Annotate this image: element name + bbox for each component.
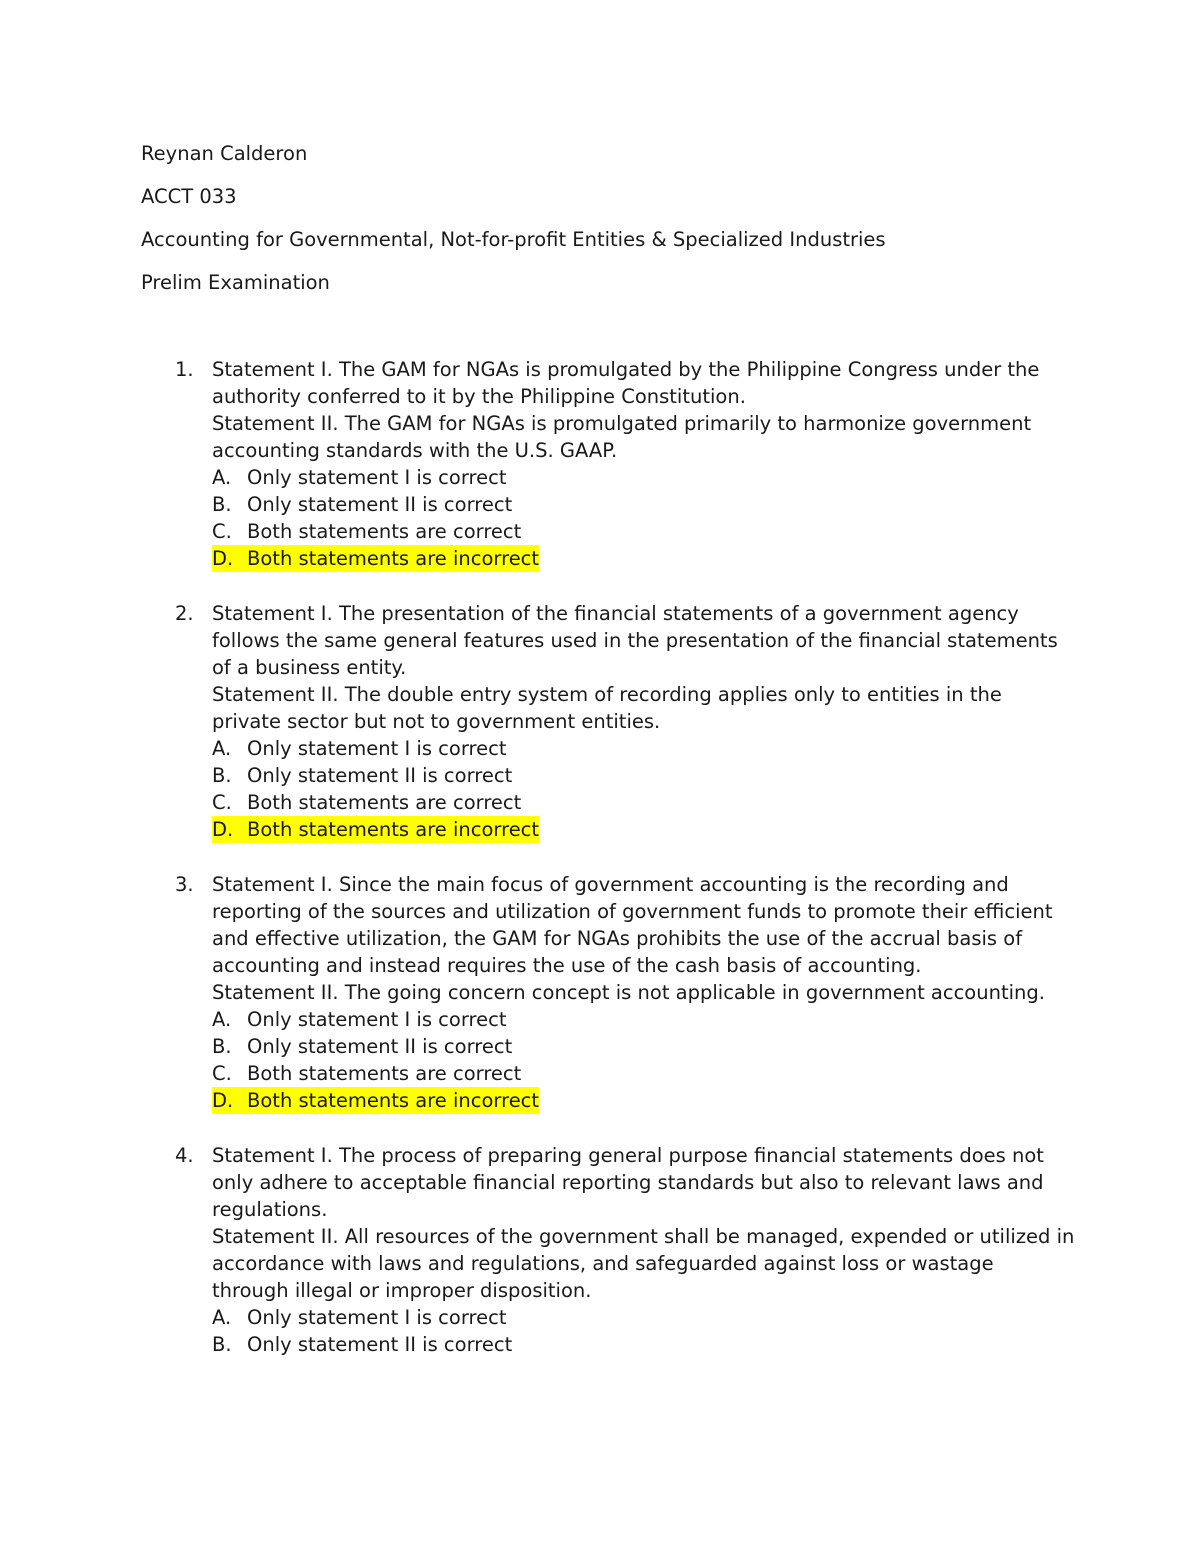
- statement-one: Statement I. Since the main focus of government accounting is the recording and reporting of the sources and utilization of government funds to promote their efficient and effective utilization, the GAM for NGAs prohibits the use of the accrual basis of accounting and instead requires the use of the cash basis of accounting.: [212, 873, 1053, 977]
- choice-letter: C.: [212, 520, 232, 543]
- statement-two: Statement II. The double entry system of recording applies only to entities in the private sector but not to government entities.: [212, 683, 1002, 733]
- choice-item: [212, 545, 1075, 572]
- question-item: [175, 871, 1075, 1114]
- choice-content: [212, 518, 521, 545]
- choice-letter: C.: [212, 1062, 232, 1085]
- choice-text: Only statement I is correct: [247, 1306, 507, 1329]
- choice-content: [212, 789, 521, 816]
- choice-letter: A.: [212, 737, 232, 760]
- choice-content: [212, 762, 512, 789]
- statement-two: Statement II. All resources of the government shall be managed, expended or utilized in accordance with laws and regulations, and safeguarded against loss or wastage through illegal or improper disposition.: [212, 1225, 1075, 1302]
- choice-text: Both statements are correct: [247, 1062, 522, 1085]
- choice-item: [212, 1006, 1075, 1033]
- choice-list: [212, 1304, 1075, 1358]
- choice-item: [212, 1087, 1075, 1114]
- choice-item: [212, 789, 1075, 816]
- choice-text: Only statement II is correct: [247, 764, 513, 787]
- question-number: 3.: [175, 873, 194, 896]
- choice-item: [212, 464, 1075, 491]
- student-name: Reynan Calderon: [141, 142, 308, 165]
- choice-list: [212, 735, 1075, 843]
- question-number: 1.: [175, 358, 194, 381]
- choice-letter: B.: [212, 493, 232, 516]
- exam-title: Prelim Examination: [141, 271, 330, 294]
- statement-two: Statement II. The GAM for NGAs is promulgated primarily to harmonize government accounting standards with the U.S. GAAP.: [212, 412, 1032, 462]
- choice-text: Both statements are correct: [247, 791, 522, 814]
- statement-two: Statement II. The going concern concept is not applicable in government accounting.: [212, 981, 1045, 1004]
- choice-text: Both statements are correct: [247, 520, 522, 543]
- choice-item: [212, 816, 1075, 843]
- document-header: [141, 140, 886, 312]
- choice-content: [212, 1331, 512, 1358]
- choice-item: [212, 1060, 1075, 1087]
- choice-letter: C.: [212, 791, 232, 814]
- course-code: ACCT 033: [141, 185, 237, 208]
- choice-content: [212, 816, 539, 843]
- choice-letter: B.: [212, 1333, 232, 1356]
- question-item: [175, 1142, 1075, 1358]
- choice-letter: D.: [212, 818, 234, 841]
- choice-content: [212, 491, 512, 518]
- choice-item: [212, 1033, 1075, 1060]
- choice-content: [212, 1006, 506, 1033]
- choice-text: Only statement I is correct: [247, 466, 507, 489]
- choice-item: [212, 1331, 1075, 1358]
- choice-text: Only statement I is correct: [247, 1008, 507, 1031]
- choice-content: [212, 735, 506, 762]
- choice-content: [212, 1087, 539, 1114]
- choice-text: Both statements are incorrect: [247, 1089, 540, 1112]
- choice-item: [212, 518, 1075, 545]
- choice-letter: B.: [212, 1035, 232, 1058]
- choice-text: Both statements are incorrect: [247, 818, 540, 841]
- choice-content: [212, 1060, 521, 1087]
- choice-item: [212, 1304, 1075, 1331]
- question-item: [175, 600, 1075, 843]
- choice-letter: D.: [212, 1089, 234, 1112]
- question-list: [175, 356, 1075, 1386]
- choice-letter: A.: [212, 466, 232, 489]
- choice-text: Only statement II is correct: [247, 493, 513, 516]
- choice-letter: A.: [212, 1008, 232, 1031]
- choice-text: Only statement I is correct: [247, 737, 507, 760]
- statement-one: Statement I. The process of preparing general purpose financial statements does not only adhere to acceptable financial reporting standards but also to relevant laws and regulations.: [212, 1144, 1044, 1221]
- choice-list: [212, 1006, 1075, 1114]
- choice-letter: A.: [212, 1306, 232, 1329]
- statement-one: Statement I. The presentation of the financial statements of a government agency follows the same general features used in the presentation of the financial statements of a business entity.: [212, 602, 1058, 679]
- choice-item: [212, 735, 1075, 762]
- choice-item: [212, 762, 1075, 789]
- choice-content: [212, 1033, 512, 1060]
- choice-content: [212, 545, 539, 572]
- question-item: [175, 356, 1075, 572]
- choice-content: [212, 464, 506, 491]
- course-title: Accounting for Governmental, Not-for-profit Entities & Specialized Industries: [141, 228, 886, 251]
- question-number: 2.: [175, 602, 194, 625]
- choice-item: [212, 491, 1075, 518]
- statement-one: Statement I. The GAM for NGAs is promulgated by the Philippine Congress under the authority conferred to it by the Philippine Constitution.: [212, 358, 1040, 408]
- question-number: 4.: [175, 1144, 194, 1167]
- choice-letter: B.: [212, 764, 232, 787]
- choice-list: [212, 464, 1075, 572]
- choice-content: [212, 1304, 506, 1331]
- choice-text: Only statement II is correct: [247, 1035, 513, 1058]
- choice-letter: D.: [212, 547, 234, 570]
- choice-text: Only statement II is correct: [247, 1333, 513, 1356]
- choice-text: Both statements are incorrect: [247, 547, 540, 570]
